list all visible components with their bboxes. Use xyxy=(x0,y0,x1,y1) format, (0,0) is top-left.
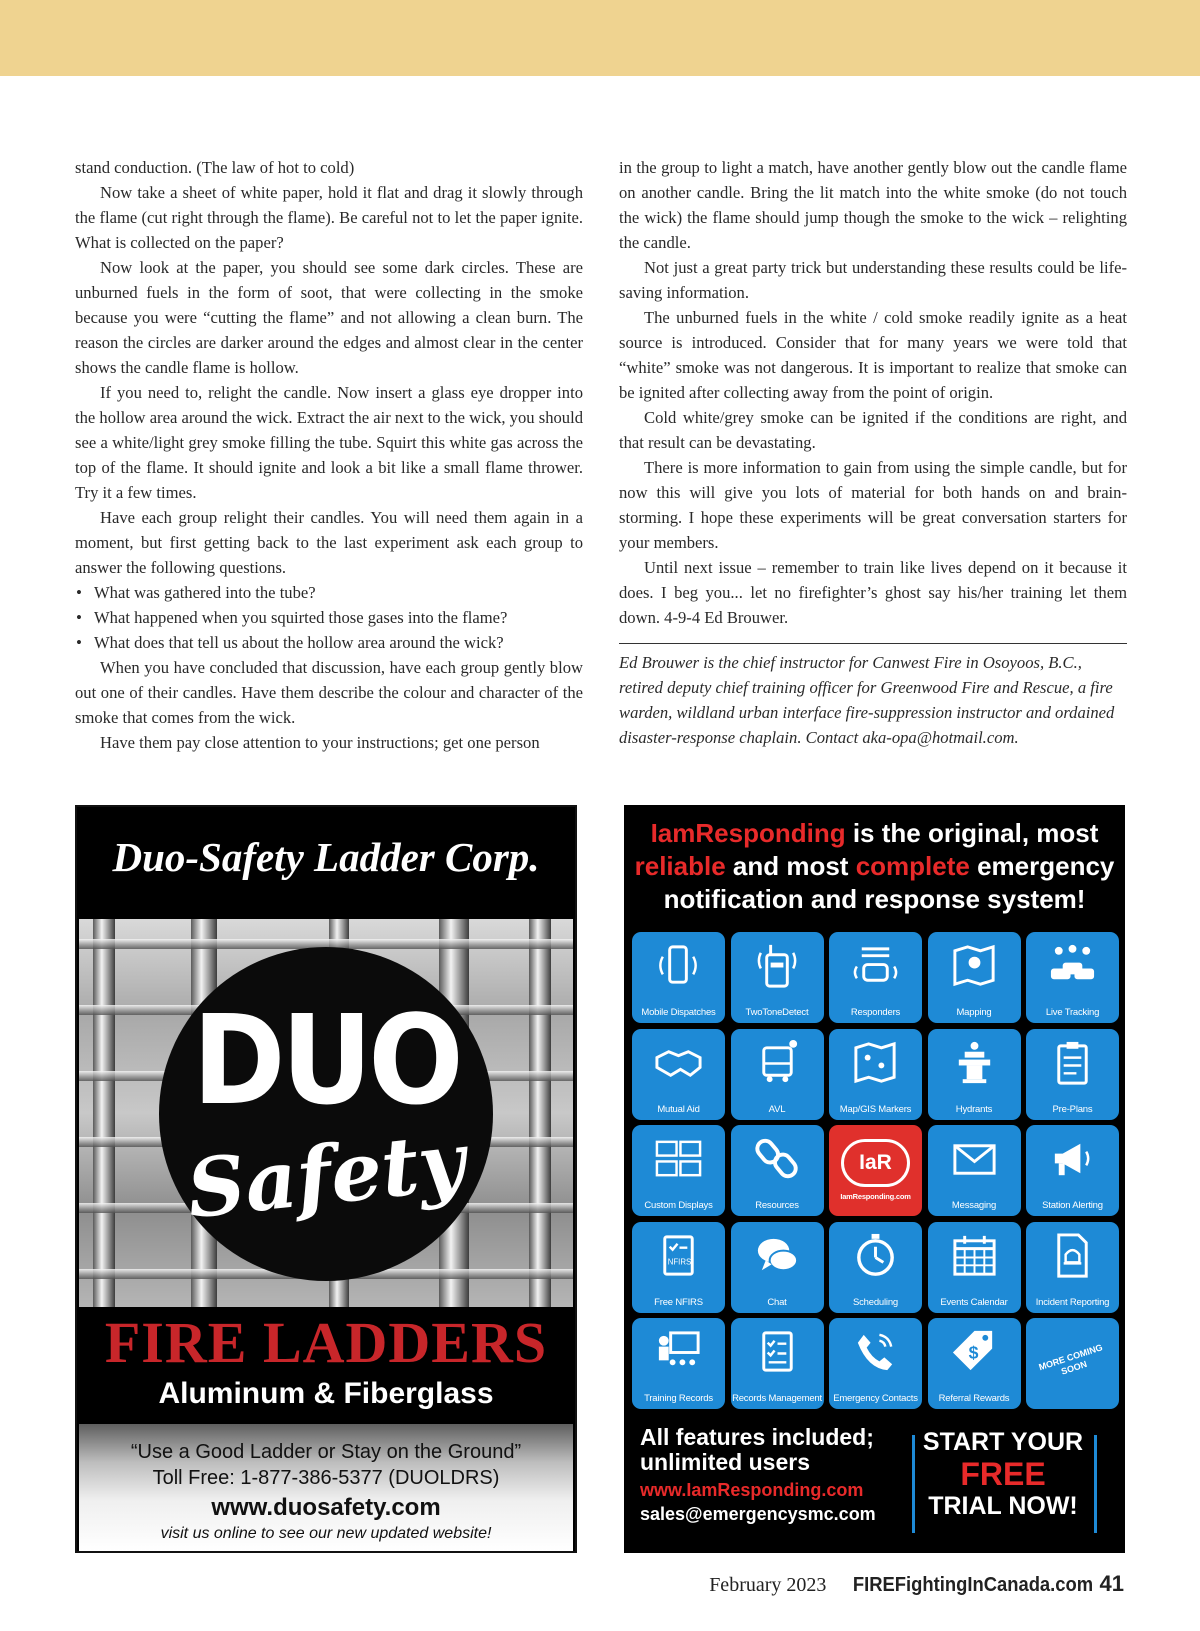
feature-tile-label: Map/GIS Markers xyxy=(839,1103,912,1115)
paragraph: Now look at the paper, you should see some dark circles. These are unburned fuels in the form of soot, that were collecting in the smoke because you were “cutting the flame” and not allowing a clean burn. The reason the circles are darker around the edges and almost clear in the center shows the candle flame is hollow. xyxy=(75,258,583,377)
feature-tile-label: Emergency Contacts xyxy=(833,1393,918,1404)
feature-tile[interactable] xyxy=(632,932,725,1023)
headline-text: notification and response system! xyxy=(663,884,1086,914)
feature-tile-label: Responders xyxy=(850,1007,901,1018)
feature-tile-label: TwoToneDetect xyxy=(745,1007,809,1018)
feature-grid xyxy=(632,932,1118,1410)
ad-website-link[interactable]: www.IamResponding.com xyxy=(640,1480,864,1500)
feature-tile[interactable] xyxy=(632,1318,725,1409)
features-line: unlimited users xyxy=(640,1449,810,1475)
ad-features-note xyxy=(640,1425,910,1526)
feature-tile-label: Custom Displays xyxy=(644,1200,713,1211)
author-bio: Ed Brouwer is the chief instructor for Canwest Fire in Osoyoos, B.C., retired deputy chief training officer for Greenwood Fire and Rescue, a fire warden, wildland urban interface fire-suppression instructor and ordained disaster-response chaplain. Contact aka-opa@hotmail.com. xyxy=(619,653,1115,747)
cta-line: START YOUR xyxy=(922,1428,1084,1456)
paragraph: The unburned fuels in the white / cold smoke readily ignite as a heat source is introduced. Consider that for many years we were told that “white” smoke was not dangerous. It is important to realize that smoke can be ignited after collecting away from the point of origin. xyxy=(619,308,1127,402)
calendar-icon xyxy=(949,1231,1000,1282)
trial-cta[interactable] xyxy=(918,1427,1088,1521)
chain-icon xyxy=(752,1134,803,1185)
nfirs-text: NFIRS xyxy=(667,1256,692,1266)
records-icon xyxy=(752,1327,803,1378)
iamresponding-ad[interactable] xyxy=(624,805,1125,1553)
feature-tile[interactable] xyxy=(1026,932,1119,1023)
feature-tile[interactable] xyxy=(731,932,824,1023)
ad-company-name: Duo-Safety Ladder Corp. xyxy=(77,807,575,917)
feature-tile[interactable] xyxy=(731,1318,824,1409)
feature-tile[interactable] xyxy=(632,1125,725,1216)
divider xyxy=(1094,1435,1097,1533)
envelope-icon xyxy=(949,1134,1000,1185)
page-footer xyxy=(700,1570,1124,1599)
map-markers-icon xyxy=(850,1038,901,1089)
ad-visit-note: visit us online to see our new updated website! xyxy=(160,1525,492,1542)
paragraph: Until next issue – remember to train like lives depend on it because it does. I beg you... let no firefighter’s ghost say his/her training let them down. 4-9-4 Ed Brouwer. xyxy=(619,558,1127,627)
logo-text-duo: DUO xyxy=(192,989,460,1133)
feature-tile-label: Hydrants xyxy=(955,1103,993,1115)
issue-date: February 2023 xyxy=(709,1574,827,1596)
page-number: 41 xyxy=(1099,1571,1124,1596)
phone-call-icon xyxy=(850,1327,901,1378)
site-name[interactable]: FIREFightingInCanada.com xyxy=(853,1574,1094,1596)
feature-tile-label: Messaging xyxy=(951,1200,997,1211)
paragraph: Now take a sheet of white paper, hold it flat and drag it slowly through the flame (cut right through the flame). Be careful not to let the paper ignite. What is collected on the paper? xyxy=(75,183,583,252)
paragraph: stand conduction. (The law of hot to cold) xyxy=(75,158,355,177)
question-list xyxy=(75,580,583,655)
coming-soon-icon: MORE COMING SOON xyxy=(1037,1342,1104,1377)
ad-website-link[interactable]: www.duosafety.com xyxy=(211,1494,441,1521)
duo-safety-ad[interactable] xyxy=(75,805,577,1553)
paragraph: Cold white/grey smoke can be ignited if the conditions are right, and that result can be devastating. xyxy=(619,408,1127,452)
feature-tile[interactable] xyxy=(731,1222,824,1313)
feature-tile-label: Live Tracking xyxy=(1045,1007,1100,1018)
cars-icon xyxy=(1047,941,1098,992)
logo-text-safety: Safety xyxy=(182,1113,470,1237)
feature-tile[interactable] xyxy=(928,1125,1021,1216)
feature-tile[interactable] xyxy=(632,1222,725,1313)
feature-tile[interactable] xyxy=(829,1125,922,1216)
feature-tile[interactable] xyxy=(928,1222,1021,1313)
cta-free: FREE xyxy=(960,1456,1046,1492)
paragraph: If you need to, relight the candle. Now insert a glass eye dropper into the hollow area around the wick. Extract the air next to the wick, you should see a white/light grey smoke filling the tube. Squirt this white gas across the top of the flame. It should ignite and look a bit like a small flame thrower. Try it a few times. xyxy=(75,383,583,502)
feature-tile-label: IamResponding.com xyxy=(840,1192,911,1201)
brand-name: IamResponding xyxy=(650,818,846,848)
headline-text: reliable xyxy=(634,851,726,881)
megaphone-icon xyxy=(1047,1134,1098,1185)
features-line: All features included; xyxy=(640,1424,874,1450)
feature-tile[interactable] xyxy=(829,1222,922,1313)
feature-tile[interactable] xyxy=(829,1029,922,1120)
paragraph: Have them pay close attention to your instructions; get one person xyxy=(100,733,540,752)
feature-tile-label: Scheduling xyxy=(852,1296,898,1308)
feature-tile-label: Records Management xyxy=(732,1393,822,1404)
feature-tile-label: Mutual Aid xyxy=(657,1103,700,1115)
tag-icon xyxy=(949,1327,1000,1378)
divider xyxy=(912,1435,915,1533)
feature-tile-label: Mapping xyxy=(956,1007,992,1018)
nfirs-icon xyxy=(653,1231,704,1282)
feature-tile[interactable] xyxy=(1026,1318,1119,1409)
article-column-left xyxy=(75,155,583,755)
responders-icon xyxy=(850,941,901,992)
truck-icon xyxy=(752,1038,803,1089)
clipboard-icon xyxy=(1047,1038,1098,1089)
headline-text: emergency xyxy=(969,851,1115,881)
ad-footer xyxy=(624,1417,1125,1553)
article-column-right xyxy=(619,155,1127,750)
divider xyxy=(619,643,1127,644)
training-icon xyxy=(653,1327,704,1378)
feature-tile[interactable] xyxy=(829,1318,922,1409)
headline-text: complete xyxy=(855,851,970,881)
paragraph: When you have concluded that discussion, have each group gently blow out one of their candles. Have them describe the colour and character of the smoke that comes from the wick. xyxy=(75,658,583,727)
feature-tile-label: Events Calendar xyxy=(940,1296,1008,1308)
ad-contact-panel xyxy=(79,1424,573,1551)
headline-text: and most xyxy=(725,851,856,881)
feature-tile[interactable] xyxy=(928,932,1021,1023)
feature-tile[interactable] xyxy=(928,1318,1021,1409)
handshake-icon xyxy=(653,1038,704,1089)
feature-tile-label: Free NFIRS xyxy=(654,1296,703,1308)
svg-text:$: $ xyxy=(968,1342,978,1363)
feature-tile-label: Incident Reporting xyxy=(1035,1296,1110,1308)
feature-tile[interactable] xyxy=(928,1029,1021,1120)
feature-tile[interactable] xyxy=(632,1029,725,1120)
iar-logo-icon: IaR xyxy=(841,1139,910,1187)
list-item: • What was gathered into the tube? xyxy=(75,580,583,605)
feature-tile[interactable] xyxy=(731,1125,824,1216)
feature-tile-label: Mobile Dispatches xyxy=(641,1007,716,1018)
displays-icon xyxy=(653,1134,704,1185)
ad-headline: FIRE LADDERS xyxy=(104,1310,548,1375)
ad-email-link[interactable]: sales@emergencysmc.com xyxy=(640,1504,876,1524)
headline-text: is the original, most xyxy=(845,818,1099,848)
feature-tile[interactable] xyxy=(1026,1125,1119,1216)
top-color-band xyxy=(0,0,1200,76)
feature-tile-label: AVL xyxy=(768,1103,786,1115)
feature-tile-label: Chat xyxy=(767,1296,787,1308)
list-item: • What happened when you squirted those gases into the flame? xyxy=(75,605,583,630)
chat-icon xyxy=(752,1231,803,1282)
bell-report-icon xyxy=(1047,1231,1098,1282)
feature-tile-label: Resources xyxy=(755,1200,799,1211)
feature-tile-label: Training Records xyxy=(644,1393,713,1404)
feature-tile[interactable] xyxy=(1026,1222,1119,1313)
hydrant-icon xyxy=(949,1038,1000,1089)
feature-tile-label: Pre-Plans xyxy=(1052,1103,1093,1115)
ad-subhead: Aluminum & Fiberglass xyxy=(158,1377,494,1410)
map-icon xyxy=(949,941,1000,992)
clock-icon xyxy=(850,1231,901,1282)
paragraph: Not just a great party trick but understanding these results could be life-saving information. xyxy=(619,258,1127,302)
radio-icon xyxy=(752,941,803,992)
feature-tile[interactable] xyxy=(829,932,922,1023)
paragraph: in the group to light a match, have another gently blow out the candle flame on another candle. Bring the lit match into the white smoke (do not touch the wick) the flame should jump though the smoke to the wick – relighting the candle. xyxy=(619,158,1127,252)
feature-tile[interactable] xyxy=(1026,1029,1119,1120)
duo-safety-logo xyxy=(159,947,493,1281)
ad-phone: Toll Free: 1-877-386-5377 (DUOLDRS) xyxy=(152,1467,500,1489)
paragraph: There is more information to gain from using the simple candle, but for now this will give you lots of material for both hands on and brain-storming. I hope these experiments will be great conversation starters for your members. xyxy=(619,458,1127,552)
feature-tile-label: Referral Rewards xyxy=(938,1393,1010,1404)
paragraph: Have each group relight their candles. You will need them again in a moment, but first getting back to the last experiment ask each group to answer the following questions. xyxy=(75,508,583,577)
ad-quote: “Use a Good Ladder or Stay on the Ground” xyxy=(130,1441,522,1463)
feature-tile[interactable] xyxy=(731,1029,824,1120)
feature-tile-label: Station Alerting xyxy=(1042,1200,1103,1211)
phone-icon xyxy=(653,941,704,992)
cta-line: TRIAL NOW! xyxy=(928,1492,1078,1520)
ad-headline xyxy=(624,817,1125,916)
list-item: • What does that tell us about the hollow area around the wick? xyxy=(75,630,583,655)
ladder-photo xyxy=(79,919,573,1307)
